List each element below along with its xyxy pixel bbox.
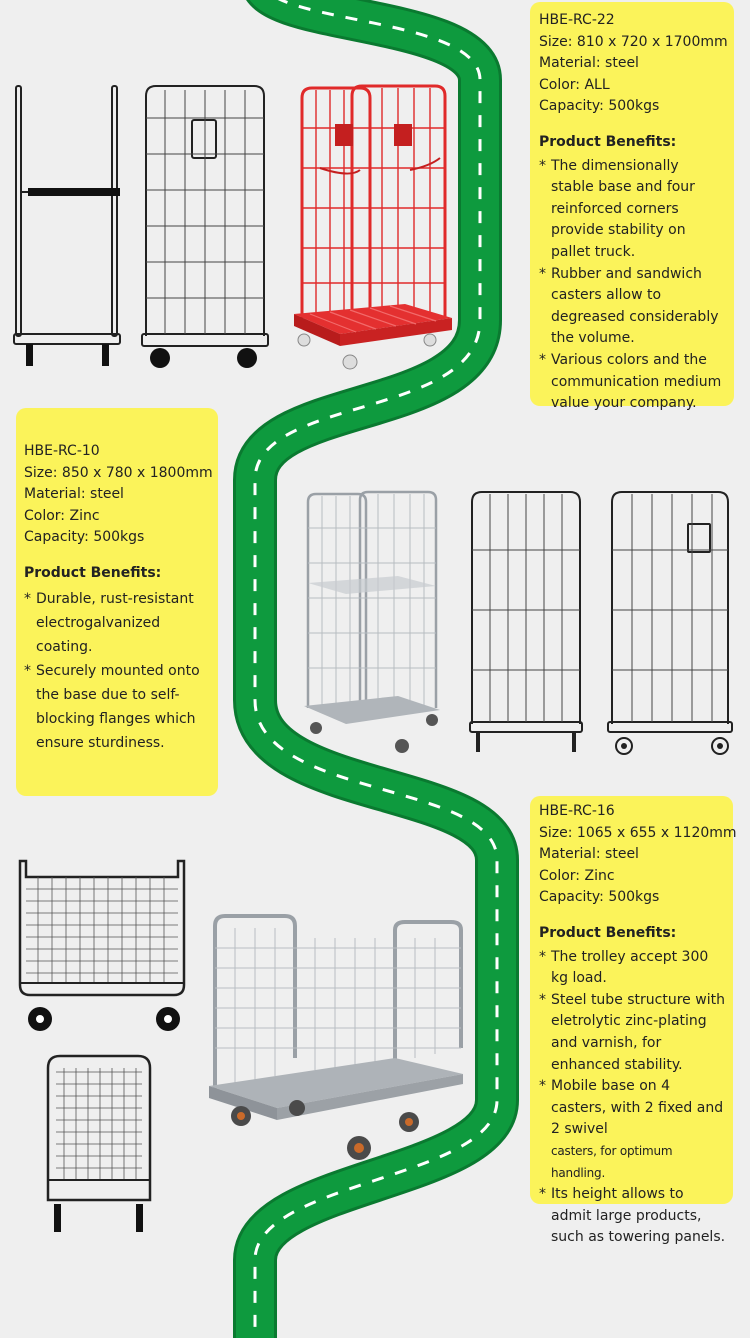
rc16-zinc-trolley-image — [205, 908, 467, 1168]
product-card-rc10 — [16, 408, 218, 796]
size-spec: Size: 850 x 780 x 1800mm — [24, 464, 213, 481]
capacity-spec: Capacity: 500kgs — [24, 529, 145, 546]
rc10-front-drawing — [468, 490, 584, 758]
material-spec: Material: steel — [539, 846, 639, 863]
benefit-item: * Its height allows to admit large products, such as towering panels. — [539, 1184, 733, 1249]
capacity-spec: Capacity: 500kgs — [539, 889, 660, 906]
rc22-front-drawing — [140, 82, 270, 372]
benefit-item: * The dimensionally stable base and four reinforced corners provide stability on pallet truck. — [539, 156, 734, 264]
benefit-item: * Steel tube structure with eletrolytic zinc-plating and varnish, for enhanced stability. — [539, 990, 733, 1076]
product-card-rc16 — [530, 796, 737, 1246]
benefits-heading: Product Benefits: — [539, 924, 677, 941]
benefit-item: * Various colors and the communication medium value your company. — [539, 350, 734, 415]
rc16-side-drawing — [14, 855, 192, 1035]
benefit-item: * The trolley accept 300 kg load. — [539, 947, 733, 990]
benefits-heading: Product Benefits: — [539, 133, 677, 150]
capacity-spec: Capacity: 500kgs — [539, 98, 660, 115]
benefit-note: casters, for optimum handling. — [551, 1143, 673, 1180]
model-name: HBE-RC-22 — [539, 12, 615, 28]
rc22-red-cage-image — [290, 78, 460, 378]
benefit-item — [539, 1076, 733, 1184]
benefits-list — [24, 587, 218, 755]
benefit-text: Mobile base on 4 casters, with 2 fixed and 2 swivel — [551, 1078, 724, 1138]
material-spec: Material: steel — [539, 55, 639, 72]
model-name: HBE-RC-10 — [24, 443, 100, 459]
rc10-zinc-cage-image — [298, 488, 446, 758]
color-spec: Color: Zinc — [24, 507, 100, 524]
size-spec: Size: 1065 x 655 x 1120mm — [539, 824, 737, 841]
benefit-item: * Durable, rust-resistant electrogalvanized coating. — [24, 587, 218, 659]
rc16-end-drawing — [42, 1052, 156, 1236]
product-card-rc22 — [530, 2, 734, 412]
benefits-list — [539, 947, 733, 1249]
color-spec: Color: ALL — [539, 76, 610, 93]
model-name: HBE-RC-16 — [539, 803, 615, 819]
rc22-side-drawing — [8, 82, 126, 372]
color-spec: Color: Zinc — [539, 867, 615, 884]
size-spec: Size: 810 x 720 x 1700mm — [539, 33, 728, 50]
material-spec: Material: steel — [24, 486, 124, 503]
benefit-item: * Rubber and sandwich casters allow to degreased considerably the volume. — [539, 264, 734, 350]
rc10-side-drawing — [606, 490, 736, 760]
benefits-heading: Product Benefits: — [24, 564, 162, 581]
benefits-list — [539, 156, 734, 415]
benefit-item: * Securely mounted onto the base due to self-blocking flanges which ensure sturdiness. — [24, 659, 218, 755]
